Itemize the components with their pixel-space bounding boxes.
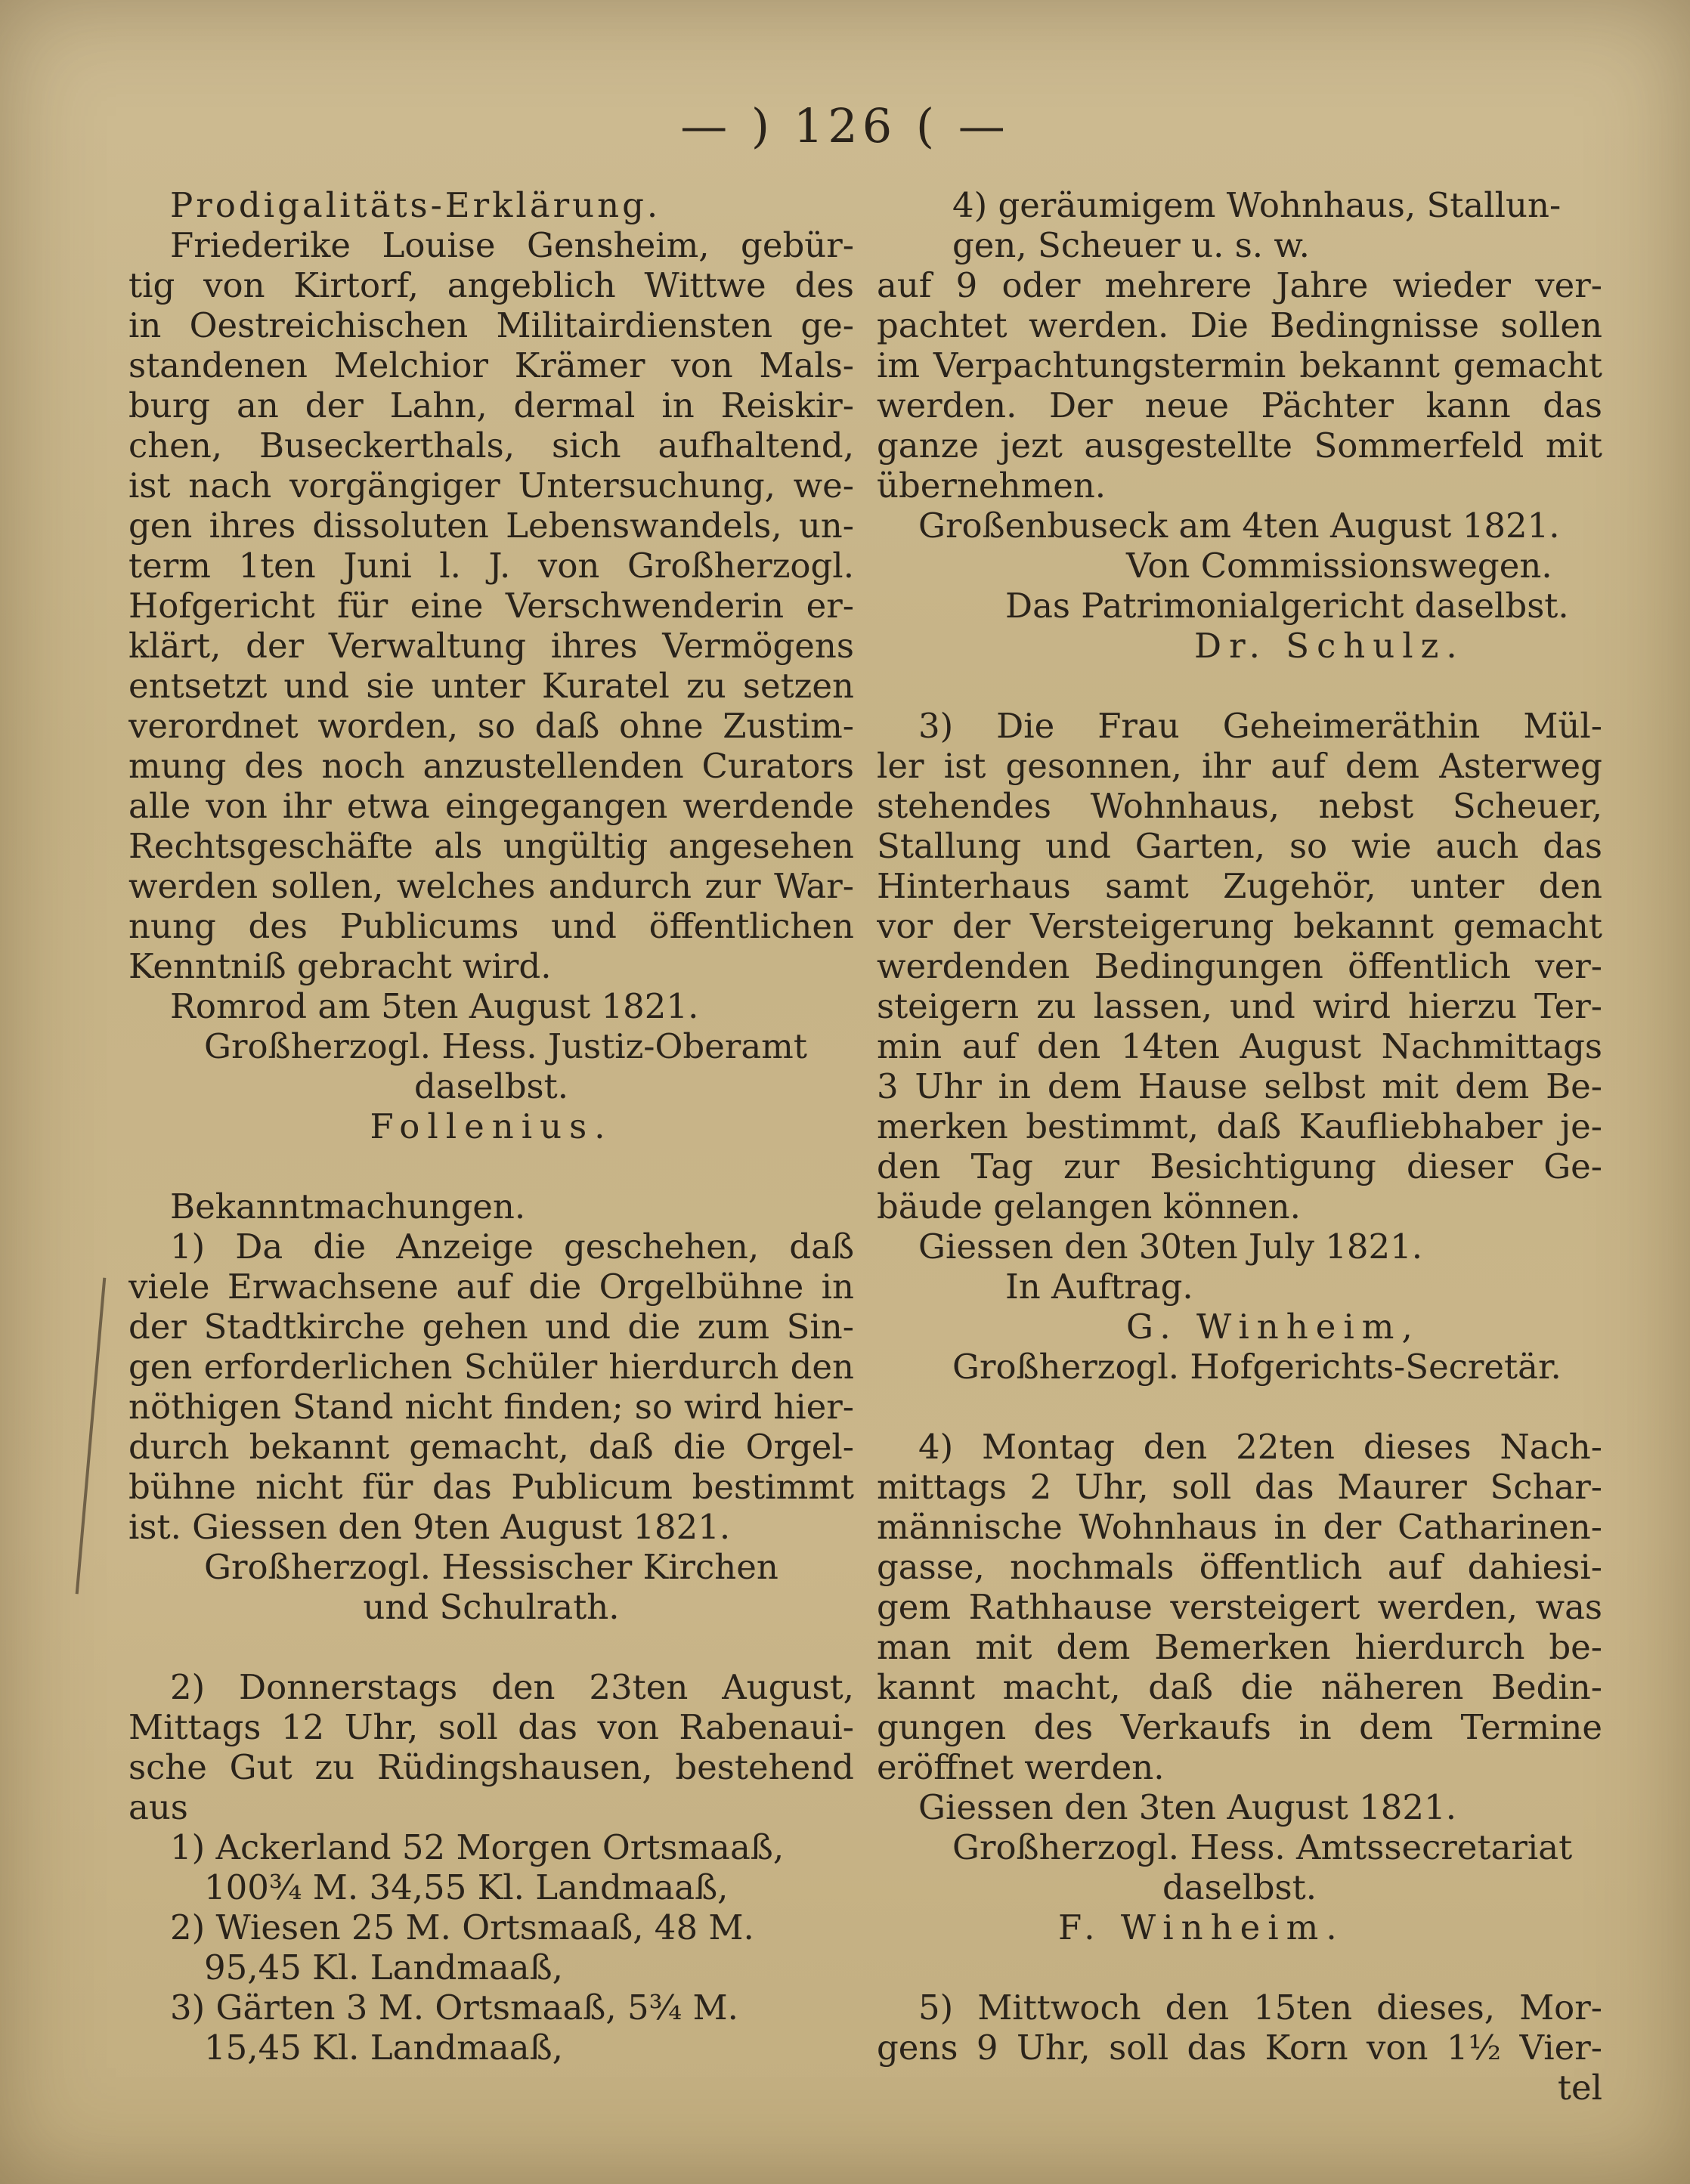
- page-number: — ) 126 ( —: [680, 98, 1010, 153]
- text-line: merken bestimmt, daß Kaufliebhaber je-: [877, 1106, 1602, 1146]
- left-block-name: [128, 1106, 854, 1146]
- right-block-list: [877, 185, 1602, 265]
- text-line: Romrod am 5ten August 1821.: [170, 986, 699, 1026]
- text-line: auf 9 oder mehrere Jahre wieder ver-: [877, 265, 1602, 305]
- text-line: daselbst.: [413, 1066, 569, 1106]
- text-line: Großherzogl. Hess. Justiz-Oberamt: [204, 1026, 807, 1066]
- text-line: sche Gut zu Rüdingshausen, bestehend: [128, 1747, 854, 1787]
- text-line: werdenden Bedingungen öffentlich ver-: [877, 946, 1602, 986]
- text-line: 15,45 Kl. Landmaaß,: [204, 2028, 563, 2068]
- text-line: alle von ihr etwa eingegangen werdende: [128, 786, 854, 826]
- right-block-name: [877, 626, 1602, 666]
- text-line: vor der Versteigerung bekannt gemacht: [877, 906, 1602, 946]
- text-line: burg an der Lahn, dermal in Reiskir-: [128, 385, 854, 425]
- text-line: klärt, der Verwaltung ihres Vermögens: [128, 626, 854, 666]
- text-line: 1) Ackerland 52 Morgen Ortsmaaß,: [170, 1827, 785, 1867]
- right-block-place: [877, 1787, 1602, 1827]
- text-line: chen, Buseckerthals, sich aufhaltend,: [128, 425, 854, 466]
- left-column: [128, 185, 854, 2068]
- text-line: werden sollen, welches andurch zur War-: [128, 866, 854, 906]
- text-line: nung des Publicums und öffentlichen: [128, 906, 854, 946]
- right-block-para: [877, 706, 1602, 1227]
- left-block-heading: [128, 185, 854, 225]
- text-line: Mittags 12 Uhr, soll das von Rabenaui-: [128, 1707, 854, 1747]
- text-line: Rechtsgeschäfte als ungültig angesehen: [128, 826, 854, 866]
- text-line: 3) Gärten 3 M. Ortsmaaß, 5¾ M.: [170, 1988, 738, 2028]
- text-line: männische Wohnhaus in der Catharinen-: [877, 1507, 1602, 1547]
- text-line: Dr. Schulz.: [1194, 626, 1465, 666]
- text-line: 1) Da die Anzeige geschehen, daß: [170, 1227, 854, 1267]
- text-line: standenen Melchior Krämer von Mals-: [128, 345, 854, 385]
- text-line: gen, Scheuer u. s. w.: [952, 225, 1310, 265]
- text-line: Giessen den 30ten July 1821.: [918, 1227, 1423, 1267]
- text-line: viele Erwachsene auf die Orgelbühne in: [128, 1267, 854, 1307]
- text-line: Stallung und Garten, so wie auch das: [877, 826, 1602, 866]
- text-line: Großherzogl. Hessischer Kirchen: [204, 1547, 778, 1587]
- right-block-sig: [877, 1267, 1602, 1307]
- text-line: Großenbuseck am 4ten August 1821.: [918, 506, 1560, 546]
- text-line: steigern zu lassen, und wird hierzu Ter-: [877, 986, 1602, 1026]
- text-line: Kenntniß gebracht wird.: [128, 946, 552, 986]
- text-line: gens 9 Uhr, soll das Korn von 1½ Vier-: [877, 2028, 1602, 2068]
- text-line: Von Commissionswegen.: [1126, 546, 1552, 586]
- left-block-sig: [128, 1547, 854, 1627]
- text-line: ler ist gesonnen, ihr auf dem Asterweg: [877, 746, 1602, 786]
- text-line: gungen des Verkaufs in dem Termine: [877, 1707, 1602, 1747]
- right-block-name: [877, 1907, 1602, 1947]
- left-block-para: [128, 225, 854, 986]
- text-line: 2) Donnerstags den 23ten August,: [170, 1667, 854, 1707]
- text-line: ist nach vorgängiger Untersuchung, we-: [128, 466, 854, 506]
- text-line: Hofgericht für eine Verschwenderin er-: [128, 586, 854, 626]
- text-line: 100¾ M. 34,55 Kl. Landmaaß,: [204, 1867, 729, 1907]
- text-line: ganze jezt ausgestellte Sommerfeld mit: [877, 425, 1602, 466]
- text-line: Prodigalitäts-Erklärung.: [170, 185, 661, 225]
- left-block-list: [128, 1827, 854, 2068]
- right-block-sig: [877, 546, 1602, 626]
- text-line: Großherzogl. Hofgerichts-Secretär.: [952, 1347, 1562, 1387]
- right-block-para: [877, 1427, 1602, 1787]
- text-line: aus: [128, 1787, 188, 1827]
- right-block-para: [877, 1988, 1602, 2108]
- text-line: ist. Giessen den 9ten August 1821.: [128, 1507, 731, 1547]
- text-line: stehendes Wohnhaus, nebst Scheuer,: [877, 786, 1602, 826]
- right-block-sig: [877, 1347, 1602, 1387]
- text-line: mung des noch anzustellenden Curators: [128, 746, 854, 786]
- text-line: tig von Kirtorf, angeblich Wittwe des: [128, 265, 854, 305]
- text-line: entsetzt und sie unter Kuratel zu setzen: [128, 666, 854, 706]
- text-line: Das Patrimonialgericht daselbst.: [1005, 586, 1569, 626]
- right-block-place: [877, 1227, 1602, 1267]
- text-line: durch bekannt gemacht, daß die Orgel-: [128, 1427, 854, 1467]
- text-line: term 1ten Juni l. J. von Großherzogl.: [128, 546, 854, 586]
- text-line: 3 Uhr in dem Hause selbst mit dem Be-: [877, 1066, 1602, 1106]
- right-block-para: [877, 265, 1602, 506]
- text-line: 2) Wiesen 25 M. Ortsmaaß, 48 M.: [170, 1907, 754, 1947]
- text-line: tel: [1557, 2068, 1602, 2108]
- text-line: mittags 2 Uhr, soll das Maurer Schar-: [877, 1467, 1602, 1507]
- right-block-place: [877, 506, 1602, 546]
- text-line: gasse, nochmals öffentlich auf dahiesi-: [877, 1547, 1602, 1587]
- text-line: in Oestreichischen Militairdiensten ge-: [128, 305, 854, 345]
- text-line: daselbst.: [1162, 1867, 1317, 1907]
- left-block-para: [128, 1667, 854, 1827]
- text-line: 3) Die Frau Geheimeräthin Mül-: [918, 706, 1602, 746]
- text-line: übernehmen.: [877, 466, 1107, 506]
- text-line: Hinterhaus samt Zugehör, unter den: [877, 866, 1602, 906]
- text-line: und Schulrath.: [363, 1587, 620, 1627]
- text-line: bäude gelangen können.: [877, 1186, 1301, 1227]
- text-line: gen ihres dissoluten Lebenswandels, un-: [128, 506, 854, 546]
- text-line: gen erforderlichen Schüler hierdurch den: [128, 1347, 854, 1387]
- left-block-place: [128, 986, 854, 1026]
- text-line: nöthigen Stand nicht finden; so wird hier-: [128, 1387, 854, 1427]
- text-line: Bekanntmachungen.: [170, 1186, 526, 1227]
- text-line: pachtet werden. Die Bedingnisse sollen: [877, 305, 1602, 345]
- text-line: man mit dem Bemerken hierdurch be-: [877, 1627, 1602, 1667]
- text-line: bühne nicht für das Publicum bestimmt: [128, 1467, 854, 1507]
- text-line: F. Winheim.: [1058, 1907, 1345, 1947]
- margin-pen-mark: [76, 1278, 107, 1595]
- left-block-heading2: [128, 1186, 854, 1227]
- right-block-sig: [877, 1827, 1602, 1907]
- text-line: In Auftrag.: [1005, 1267, 1193, 1307]
- left-block-sig: [128, 1026, 854, 1106]
- text-line: Friederike Louise Gensheim, gebür-: [170, 225, 854, 265]
- text-line: verordnet worden, so daß ohne Zustim-: [128, 706, 854, 746]
- text-line: eröffnet werden.: [877, 1747, 1165, 1787]
- text-line: 4) Montag den 22ten dieses Nach-: [918, 1427, 1602, 1467]
- right-column: [877, 185, 1602, 2108]
- text-line: Follenius.: [370, 1106, 613, 1146]
- right-block-name: [877, 1307, 1602, 1347]
- text-line: 5) Mittwoch den 15ten dieses, Mor-: [918, 1988, 1602, 2028]
- left-block-para: [128, 1227, 854, 1547]
- text-line: kannt macht, daß die näheren Bedin-: [877, 1667, 1602, 1707]
- text-line: Großherzogl. Hess. Amtssecretariat: [952, 1827, 1573, 1867]
- text-line: Giessen den 3ten August 1821.: [918, 1787, 1457, 1827]
- text-line: 4) geräumigem Wohnhaus, Stallun-: [952, 185, 1562, 225]
- text-line: gem Rathhause versteigert werden, was: [877, 1587, 1602, 1627]
- text-line: 95,45 Kl. Landmaaß,: [204, 1947, 563, 1988]
- text-line: der Stadtkirche gehen und die zum Sin-: [128, 1307, 854, 1347]
- text-line: im Verpachtungstermin bekannt gemacht: [877, 345, 1602, 385]
- text-line: den Tag zur Besichtigung dieser Ge-: [877, 1146, 1602, 1186]
- text-line: werden. Der neue Pächter kann das: [877, 385, 1602, 425]
- text-line: G. Winheim,: [1126, 1307, 1420, 1347]
- text-line: min auf den 14ten August Nachmittags: [877, 1026, 1602, 1066]
